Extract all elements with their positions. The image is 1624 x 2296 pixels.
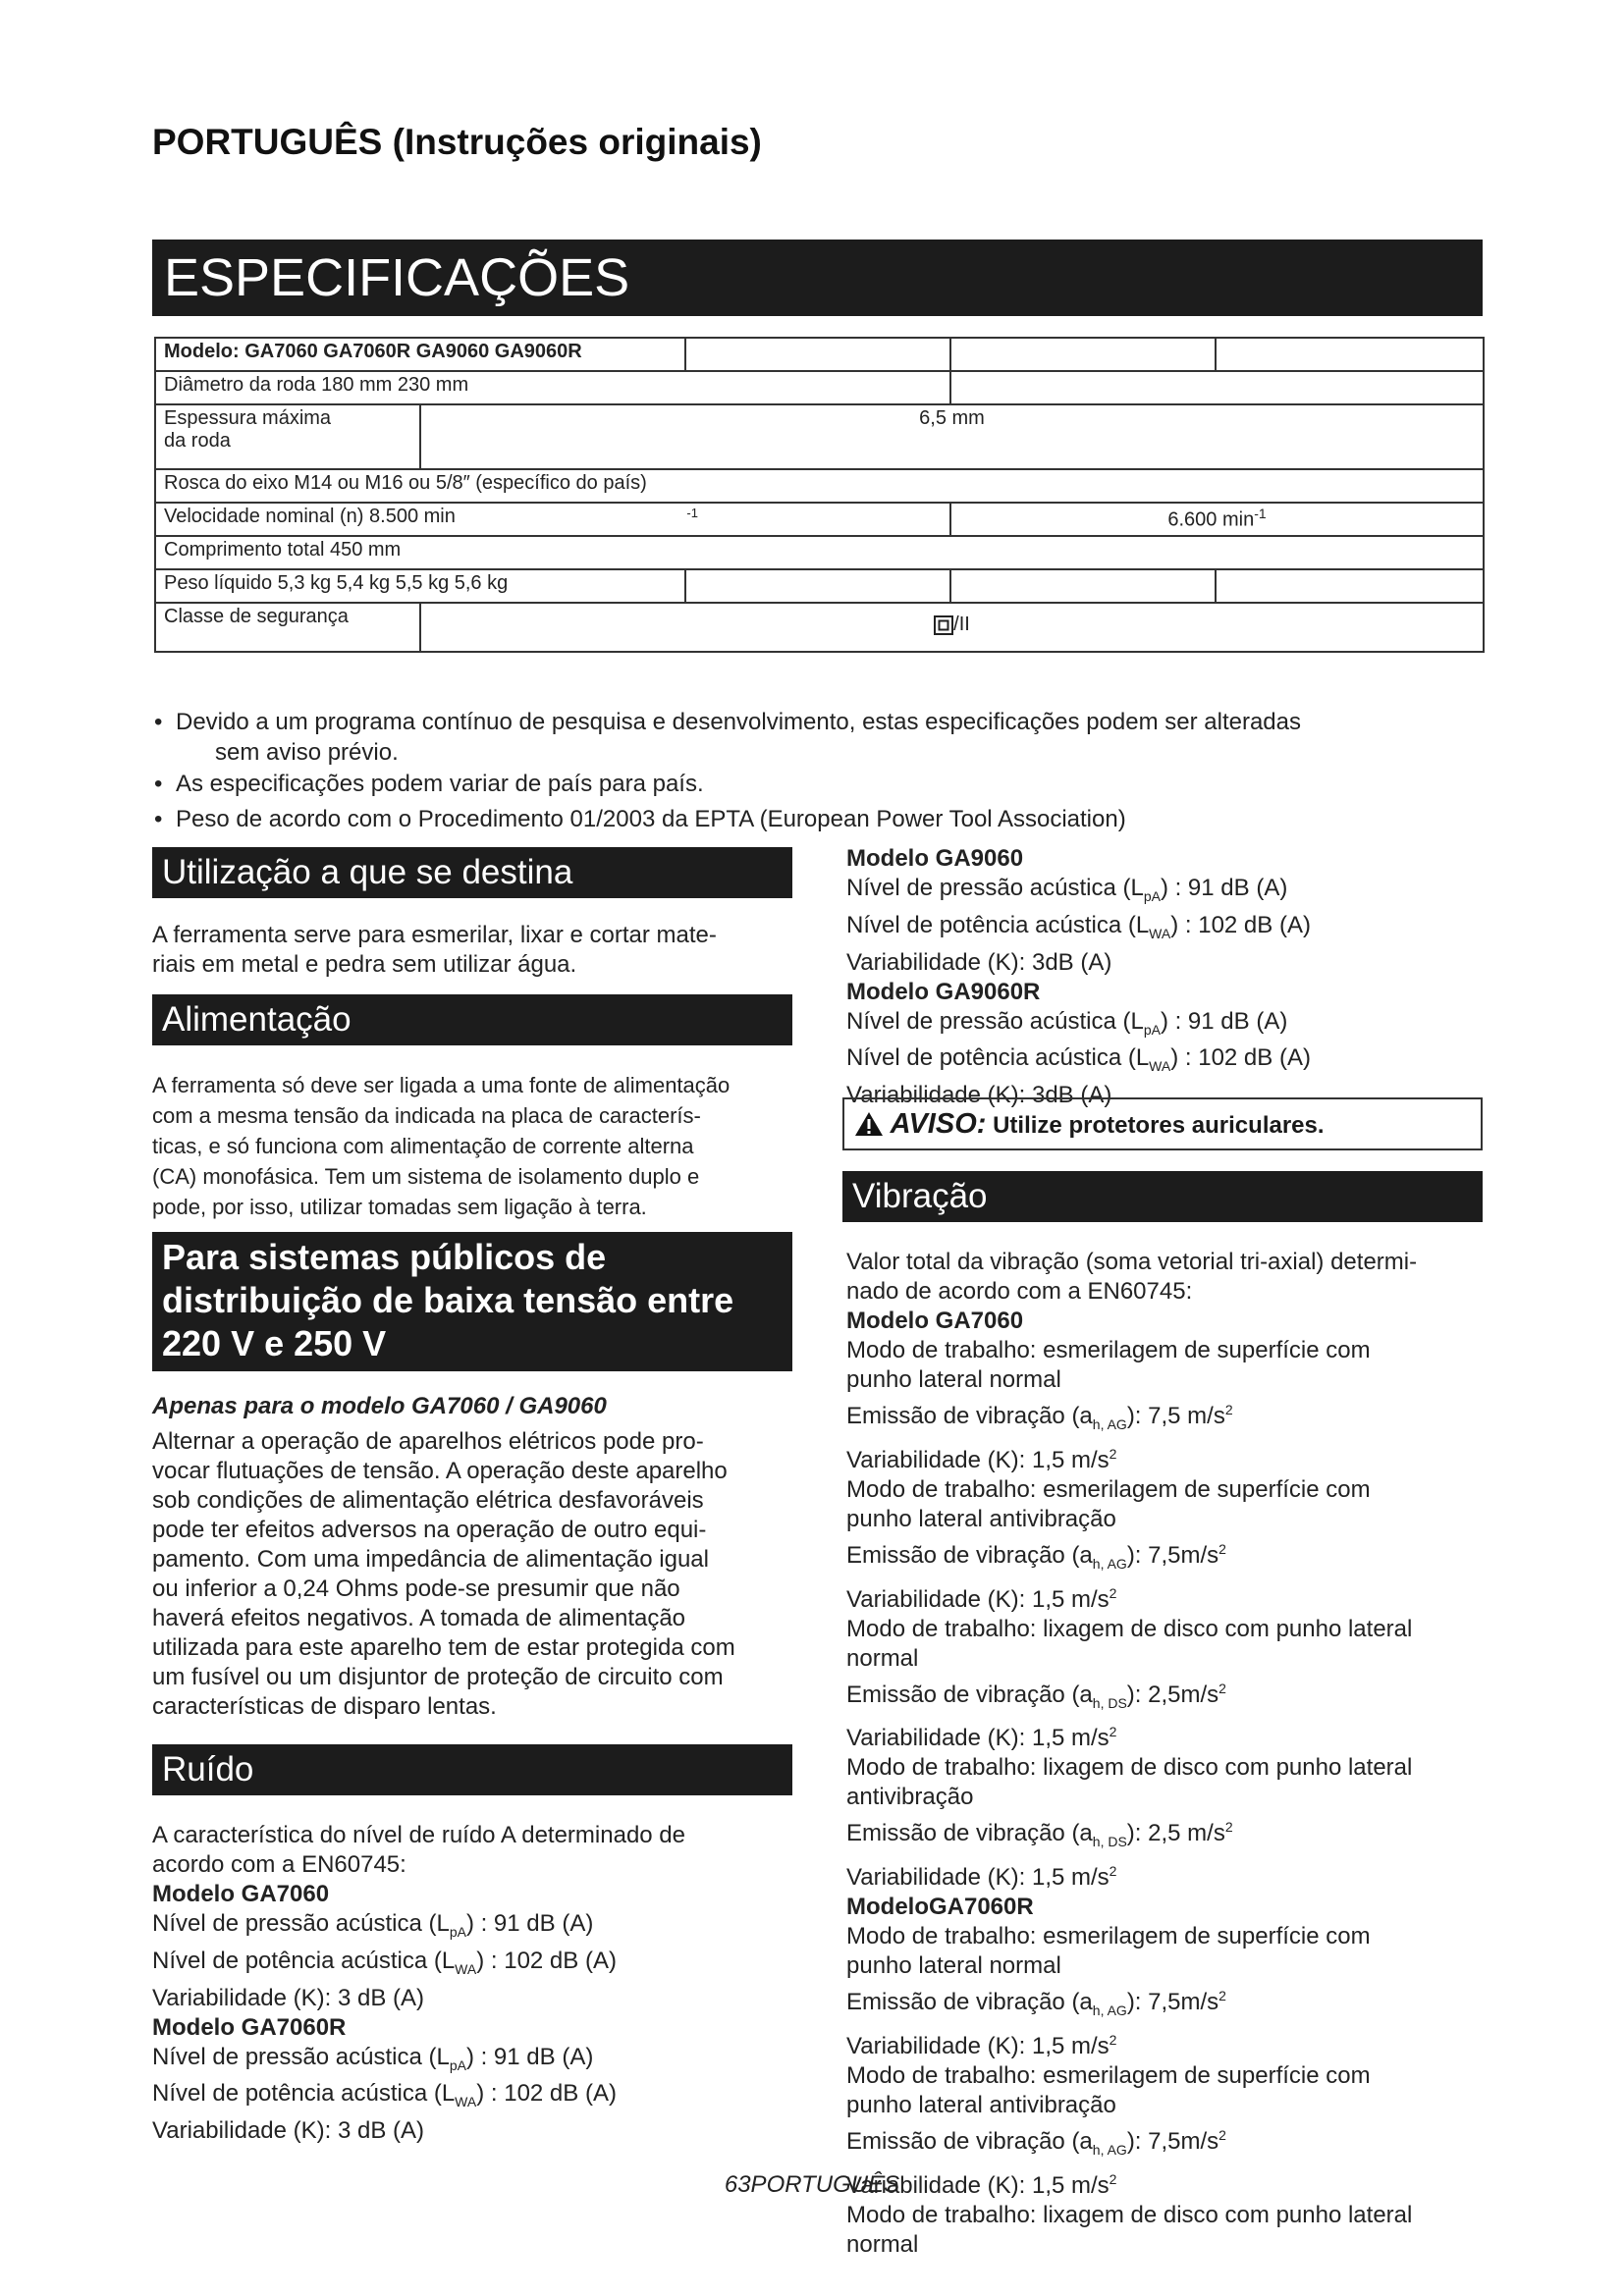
vibration-k-text: Variabilidade (K): 1,5 m/s — [846, 1585, 1110, 1613]
vibration-mode-line: punho lateral normal — [846, 1366, 1061, 1393]
vibration-k-line — [846, 2025, 1485, 2061]
max-thickness-label-line2: da roda — [164, 430, 231, 452]
spec-row-overall-length: Comprimento total 450 mm — [155, 536, 1484, 569]
power-supply-line: A ferramenta só deve ser ligada a uma fonte de alimentação — [152, 1073, 731, 1097]
page-language-title: PORTUGUÊS (Instruções originais) — [152, 122, 762, 162]
vibration-mode-line: Modo de trabalho: lixagem de disco com punho lateral — [846, 2201, 1413, 2228]
vibration-emission-label: Emissão de vibração (a — [846, 1681, 1093, 1708]
vibration-emission-label: Emissão de vibração (a — [846, 1989, 1093, 2016]
public-systems-line: vocar flutuações de tensão. A operação deste aparelho — [152, 1458, 728, 1484]
noise-lpa-value: ) : 91 dB (A) — [1160, 875, 1288, 901]
vibration-mode-line: Modo de trabalho: esmerilagem de superfície com — [846, 1337, 1371, 1363]
noise-lwa-sub: WA — [1149, 925, 1171, 941]
noise-k-line: Variabilidade (K): 3 dB (A) — [152, 2117, 425, 2145]
spec-row-rated-speed-left — [155, 503, 950, 536]
vibration-k-line — [846, 1856, 1485, 1893]
vibration-mode-line: Modo de trabalho: lixagem de disco com punho lateral — [846, 1615, 1413, 1642]
squared-superscript: 2 — [1109, 2031, 1117, 2048]
noise-lwa-sub: WA — [1149, 1058, 1171, 1075]
spec-row-net-weight: Peso líquido 5,3 kg 5,4 kg 5,5 kg 5,6 kg — [155, 569, 685, 603]
public-systems-line: pamento. Com uma impedância de alimentação igual — [152, 1546, 709, 1573]
noise-lpa-value: ) : 91 dB (A) — [1160, 1007, 1288, 1035]
vibration-k-line — [846, 1578, 1485, 1615]
vibration-k-line — [846, 1717, 1485, 1753]
public-systems-line: ou inferior a 0,24 Ohms pode-se presumir que não — [152, 1575, 680, 1602]
squared-superscript: 2 — [1224, 1819, 1233, 1836]
power-supply-line: pode, por isso, utilizar tomadas sem ligação à terra. — [152, 1195, 647, 1219]
public-systems-heading-line: distribuição de baixa tensão entre — [162, 1280, 734, 1320]
vibration-mode-line: Modo de trabalho: lixagem de disco com punho lateral — [846, 1754, 1413, 1782]
noise-intro-line: acordo com a EN60745: — [152, 1851, 406, 1878]
spec-row-safety-class-value — [420, 603, 1484, 652]
squared-superscript: 2 — [1224, 1402, 1233, 1417]
safety-class-suffix: /II — [953, 614, 970, 635]
power-supply-line: (CA) monofásica. Tem um sistema de isolamento duplo e — [152, 1164, 700, 1189]
power-supply-line: ticas, e só funciona com alimentação de corrente alterna — [152, 1134, 694, 1158]
noise-lpa-sub: pA — [1143, 1021, 1161, 1038]
squared-superscript: 2 — [1218, 2126, 1226, 2143]
vibration-model-heading: Modelo GA7060 — [846, 1308, 1024, 1334]
noise-intro-line: A característica do nível de ruído A determinado de — [152, 1822, 685, 1848]
warning-box — [842, 1097, 1483, 1150]
vibration-heading: Vibração — [842, 1171, 1483, 1222]
vibration-emission-value: ): 2,5m/s — [1126, 1681, 1219, 1708]
vibration-emission-sub: h, AG — [1092, 1555, 1127, 1572]
vibration-emission-value: ): 7,5m/s — [1126, 2127, 1219, 2155]
vibration-emission-line — [846, 1395, 1485, 1439]
noise-lwa-label: Nível de potência acústica (L — [152, 2080, 456, 2108]
noise-lwa-value: ) : 102 dB (A) — [476, 1947, 617, 1974]
squared-superscript: 2 — [1218, 1680, 1226, 1696]
spec-row-spindle-thread: Rosca do eixo M14 ou M16 ou 5/8″ (específico do país) — [155, 469, 1484, 503]
warning-label: AVISO: — [890, 1108, 987, 1140]
noise-model-heading: Modelo GA9060 — [846, 845, 1024, 872]
double-insulation-icon — [934, 615, 953, 635]
rated-speed-right-text: 6.600 min — [1167, 508, 1255, 531]
squared-superscript: 2 — [1109, 2170, 1117, 2187]
noise-lpa-line — [152, 1909, 800, 1947]
noise-lpa-sub: pA — [1143, 887, 1161, 904]
public-systems-line: haverá efeitos negativos. A tomada de alimentação — [152, 1605, 686, 1631]
spec-row-max-thickness-value: 6,5 mm — [420, 404, 1484, 469]
max-thickness-label-line1: Espessura máxima — [164, 407, 332, 429]
vibration-intro-line: nado de acordo com a EN60745: — [846, 1278, 1193, 1305]
vibration-intro-line: Valor total da vibração (soma vetorial tri-axial) determi- — [846, 1249, 1418, 1275]
intended-use-line: riais em metal e pedra sem utilizar água. — [152, 951, 577, 978]
noise-k-line: Variabilidade (K): 3dB (A) — [846, 948, 1112, 976]
squared-superscript: 2 — [1109, 1724, 1117, 1740]
public-systems-line: Alternar a operação de aparelhos elétricos pode pro- — [152, 1428, 704, 1455]
public-systems-heading — [152, 1232, 792, 1371]
public-systems-line: pode ter efeitos adversos na operação de outro equi- — [152, 1517, 707, 1543]
power-supply-line: com a mesma tensão da indicada na placa de caracterís- — [152, 1103, 701, 1128]
bullet-icon: • — [154, 771, 163, 797]
noise-lpa-label: Nível de pressão acústica (L — [152, 2043, 450, 2070]
spec-row-max-thickness-label — [155, 404, 420, 469]
vibration-mode-line: punho lateral normal — [846, 1952, 1061, 1980]
spec-row-safety-class-label: Classe de segurança — [155, 603, 420, 652]
noise-k-line: Variabilidade (K): 3 dB (A) — [152, 1984, 425, 2011]
spec-row-rated-speed-right — [950, 503, 1484, 536]
squared-superscript: 2 — [1218, 1540, 1226, 1557]
note-3 — [154, 804, 1489, 834]
public-systems-text — [152, 1392, 800, 1722]
vibration-mode-line: antivibração — [846, 1784, 974, 1811]
noise-lpa-sub: pA — [449, 1923, 466, 1940]
vibration-emission-value: ): 7,5m/s — [1126, 1989, 1219, 2016]
vibration-emission-sub: h, DS — [1092, 1834, 1127, 1850]
power-supply-heading: Alimentação — [152, 994, 792, 1045]
squared-superscript: 2 — [1109, 1445, 1117, 1462]
vibration-emission-line — [846, 1674, 1485, 1718]
noise-lpa-sub: pA — [449, 2056, 466, 2073]
rated-speed-left-exponent: -1 — [686, 506, 698, 520]
noise-lwa-value: ) : 102 dB (A) — [476, 2080, 617, 2108]
note-3-text: Peso de acordo com o Procedimento 01/2003 da EPTA (European Power Tool Association) — [176, 806, 1126, 832]
vibration-k-text: Variabilidade (K): 1,5 m/s — [846, 1864, 1110, 1892]
noise-lwa-sub: WA — [455, 1960, 477, 1977]
page-footer: 63PORTUGUÊS — [724, 2171, 900, 2198]
vibration-emission-sub: h, AG — [1092, 2002, 1127, 2018]
vibration-emission-line — [846, 2120, 1485, 2164]
intended-use-text — [152, 921, 800, 980]
rated-speed-right-exponent: -1 — [1254, 506, 1267, 521]
noise-lpa-label: Nível de pressão acústica (L — [846, 875, 1144, 901]
vibration-k-text: Variabilidade (K): 1,5 m/s — [846, 2032, 1110, 2059]
vibration-k-text: Variabilidade (K): 1,5 m/s — [846, 1446, 1110, 1473]
squared-superscript: 2 — [1109, 1863, 1117, 1880]
noise-lwa-line — [152, 1947, 800, 1984]
spec-row-wheel-diameter: Diâmetro da roda 180 mm 230 mm — [155, 371, 950, 404]
noise-lwa-value: ) : 102 dB (A) — [1170, 1044, 1311, 1072]
vibration-mode-line: Modo de trabalho: esmerilagem de superfície com — [846, 1475, 1371, 1503]
warning-triangle-icon — [854, 1111, 884, 1137]
noise-lpa-line — [152, 2043, 800, 2080]
vibration-emission-label: Emissão de vibração (a — [846, 2127, 1093, 2155]
intended-use-heading: Utilização a que se destina — [152, 847, 792, 898]
intended-use-line: A ferramenta serve para esmerilar, lixar e cortar mate- — [152, 922, 717, 948]
noise-continued-text — [846, 844, 1485, 1110]
public-systems-line: sob condições de alimentação elétrica desfavoráveis — [152, 1487, 704, 1514]
noise-lpa-line — [846, 1007, 1485, 1044]
vibration-emission-label: Emissão de vibração (a — [846, 1820, 1093, 1847]
noise-lwa-label: Nível de potência acústica (L — [846, 1044, 1150, 1072]
noise-lpa-value: ) : 91 dB (A) — [465, 2043, 594, 2070]
vibration-mode-line: normal — [846, 2230, 919, 2258]
public-systems-subtitle: Apenas para o modelo GA7060 / GA9060 — [152, 1393, 607, 1419]
vibration-emission-sub: h, AG — [1092, 1415, 1127, 1432]
noise-lwa-label: Nível de potência acústica (L — [152, 1947, 456, 1974]
note-2-text: As especificações podem variar de país para país. — [176, 771, 704, 797]
vibration-emission-label: Emissão de vibração (a — [846, 1403, 1093, 1429]
bullet-icon: • — [154, 709, 163, 735]
note-1 — [154, 707, 1489, 768]
vibration-mode-line: punho lateral antivibração — [846, 2091, 1116, 2118]
vibration-emission-sub: h, DS — [1092, 1694, 1127, 1711]
specifications-table — [154, 337, 1485, 653]
vibration-text — [846, 1248, 1485, 2260]
vibration-mode-line: Modo de trabalho: esmerilagem de superfície com — [846, 1923, 1371, 1950]
vibration-emission-value: ): 2,5 m/s — [1126, 1820, 1225, 1847]
noise-model-heading: Modelo GA9060R — [846, 978, 1041, 1005]
noise-model-heading: Modelo GA7060 — [152, 1881, 330, 1907]
noise-lpa-label: Nível de pressão acústica (L — [846, 1007, 1144, 1035]
bullet-icon: • — [154, 806, 163, 832]
public-systems-line: utilizada para este aparelho tem de estar protegida com — [152, 1634, 735, 1661]
noise-text — [152, 1821, 800, 2146]
warning-message: Utilize protetores auriculares. — [993, 1112, 1325, 1139]
noise-lwa-line — [152, 2079, 800, 2116]
vibration-emission-line — [846, 1812, 1485, 1856]
vibration-mode-line: normal — [846, 1644, 919, 1672]
vibration-k-text: Variabilidade (K): 1,5 m/s — [846, 1725, 1110, 1752]
vibration-k-text: Variabilidade (K): 1,5 m/s — [846, 2171, 1110, 2199]
vibration-emission-line — [846, 1534, 1485, 1578]
noise-model-heading: Modelo GA7060R — [152, 2013, 347, 2041]
power-supply-text — [152, 1070, 800, 1222]
vibration-mode-line: Modo de trabalho: esmerilagem de superfície com — [846, 2061, 1371, 2089]
noise-k-line: Variabilidade (K): 3dB (A) — [846, 1082, 1112, 1109]
rated-speed-left-text: Velocidade nominal (n) 8.500 min — [164, 506, 456, 527]
vibration-k-line — [846, 1439, 1485, 1475]
vibration-mode-line: punho lateral antivibração — [846, 1505, 1116, 1532]
note-2 — [154, 769, 1489, 799]
note-1-line2: sem aviso prévio. — [215, 739, 399, 766]
public-systems-heading-line: Para sistemas públicos de — [162, 1237, 607, 1277]
note-1-line1: Devido a um programa contínuo de pesquisa e desenvolvimento, estas especificações podem ser alteradas — [176, 709, 1301, 735]
public-systems-line: um fusível ou um disjuntor de proteção de circuito com — [152, 1664, 724, 1690]
squared-superscript: 2 — [1218, 1988, 1226, 2004]
vibration-emission-value: ): 7,5m/s — [1126, 1541, 1219, 1569]
noise-lwa-sub: WA — [455, 2094, 477, 2110]
noise-lpa-line — [846, 874, 1485, 911]
vibration-emission-sub: h, AG — [1092, 2141, 1127, 2158]
specifications-heading: ESPECIFICAÇÕES — [152, 240, 1483, 316]
public-systems-heading-line: 220 V e 250 V — [162, 1323, 387, 1363]
noise-lwa-line — [846, 911, 1485, 948]
noise-lpa-label: Nível de pressão acústica (L — [152, 1910, 450, 1937]
vibration-emission-value: ): 7,5 m/s — [1126, 1403, 1225, 1429]
noise-lwa-value: ) : 102 dB (A) — [1170, 911, 1311, 938]
noise-lwa-line — [846, 1043, 1485, 1081]
squared-superscript: 2 — [1109, 1584, 1117, 1601]
vibration-emission-line — [846, 1981, 1485, 2025]
spec-row-model: Modelo: GA7060 GA7060R GA9060 GA9060R — [155, 338, 685, 371]
noise-heading: Ruído — [152, 1744, 792, 1795]
vibration-emission-label: Emissão de vibração (a — [846, 1541, 1093, 1569]
noise-lwa-label: Nível de potência acústica (L — [846, 911, 1150, 938]
public-systems-line: características de disparo lentas. — [152, 1693, 497, 1720]
vibration-model-heading: ModeloGA7060R — [846, 1894, 1034, 1921]
noise-lpa-value: ) : 91 dB (A) — [465, 1910, 594, 1937]
